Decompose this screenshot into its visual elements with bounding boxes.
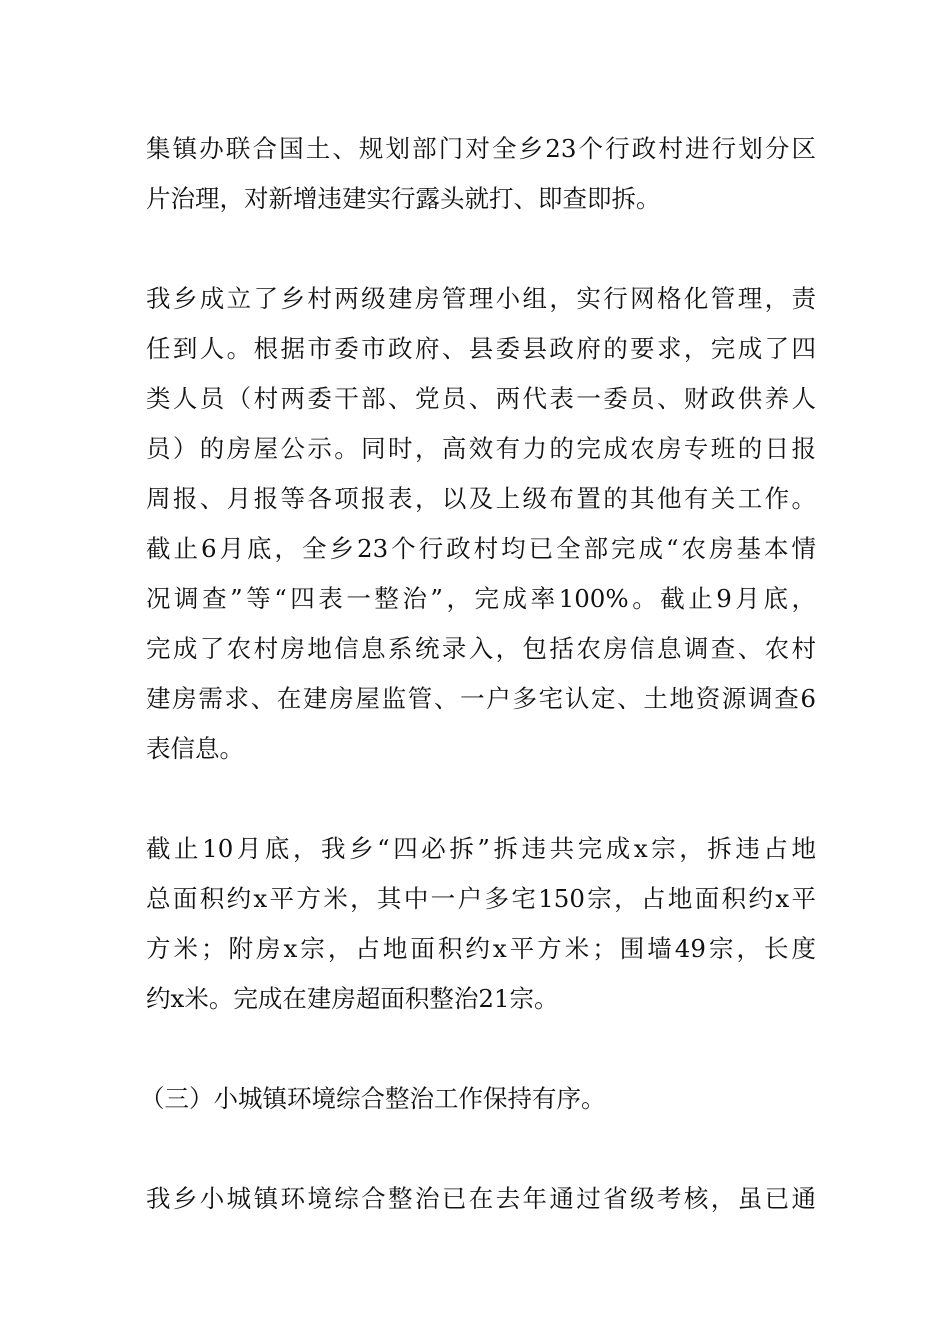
text-line: 截止6月底，全乡23个行政村均已全部完成“农房基本情 bbox=[146, 534, 816, 563]
text-line: 类人员（村两委干部、党员、两代表一委员、财政供养人 bbox=[146, 384, 816, 413]
text-line: 约x米。完成在建房超面积整治21宗。 bbox=[146, 984, 559, 1013]
text-line: 完成了农村房地信息系统录入，包括农房信息调查、农村 bbox=[146, 634, 816, 663]
text-line: 况调查”等“四表一整治”，完成率100%。截止9月底， bbox=[146, 584, 816, 613]
text-line: 周报、月报等各项报表，以及上级布置的其他有关工作。 bbox=[146, 484, 816, 513]
text-line: 任到人。根据市委市政府、县委县政府的要求，完成了四 bbox=[146, 334, 816, 363]
text-line: 集镇办联合国土、规划部门对全乡23个行政村进行划分区 bbox=[146, 134, 816, 163]
section-heading-text: （三）小城镇环境综合整治工作保持有序。 bbox=[140, 1084, 606, 1113]
text-line: 员）的房屋公示。同时，高效有力的完成农房专班的日报 bbox=[146, 434, 816, 463]
text-line: 表信息。 bbox=[146, 734, 244, 763]
text-line: 我乡成立了乡村两级建房管理小组，实行网格化管理，责 bbox=[146, 284, 816, 313]
text-line: 截止10月底，我乡“四必拆”拆违共完成x宗，拆违占地 bbox=[146, 834, 816, 863]
text-line: 建房需求、在建房屋监管、一户多宅认定、土地资源调查6 bbox=[146, 684, 816, 713]
text-line: 我乡小城镇环境综合整治已在去年通过省级考核，虽已通 bbox=[146, 1184, 816, 1213]
text-line: 方米；附房x宗，占地面积约x平方米；围墙49宗，长度 bbox=[146, 934, 816, 963]
text-line: 片治理，对新增违建实行露头就打、即查即拆。 bbox=[146, 184, 661, 213]
text-line: 总面积约x平方米，其中一户多宅150宗，占地面积约x平 bbox=[146, 884, 816, 913]
